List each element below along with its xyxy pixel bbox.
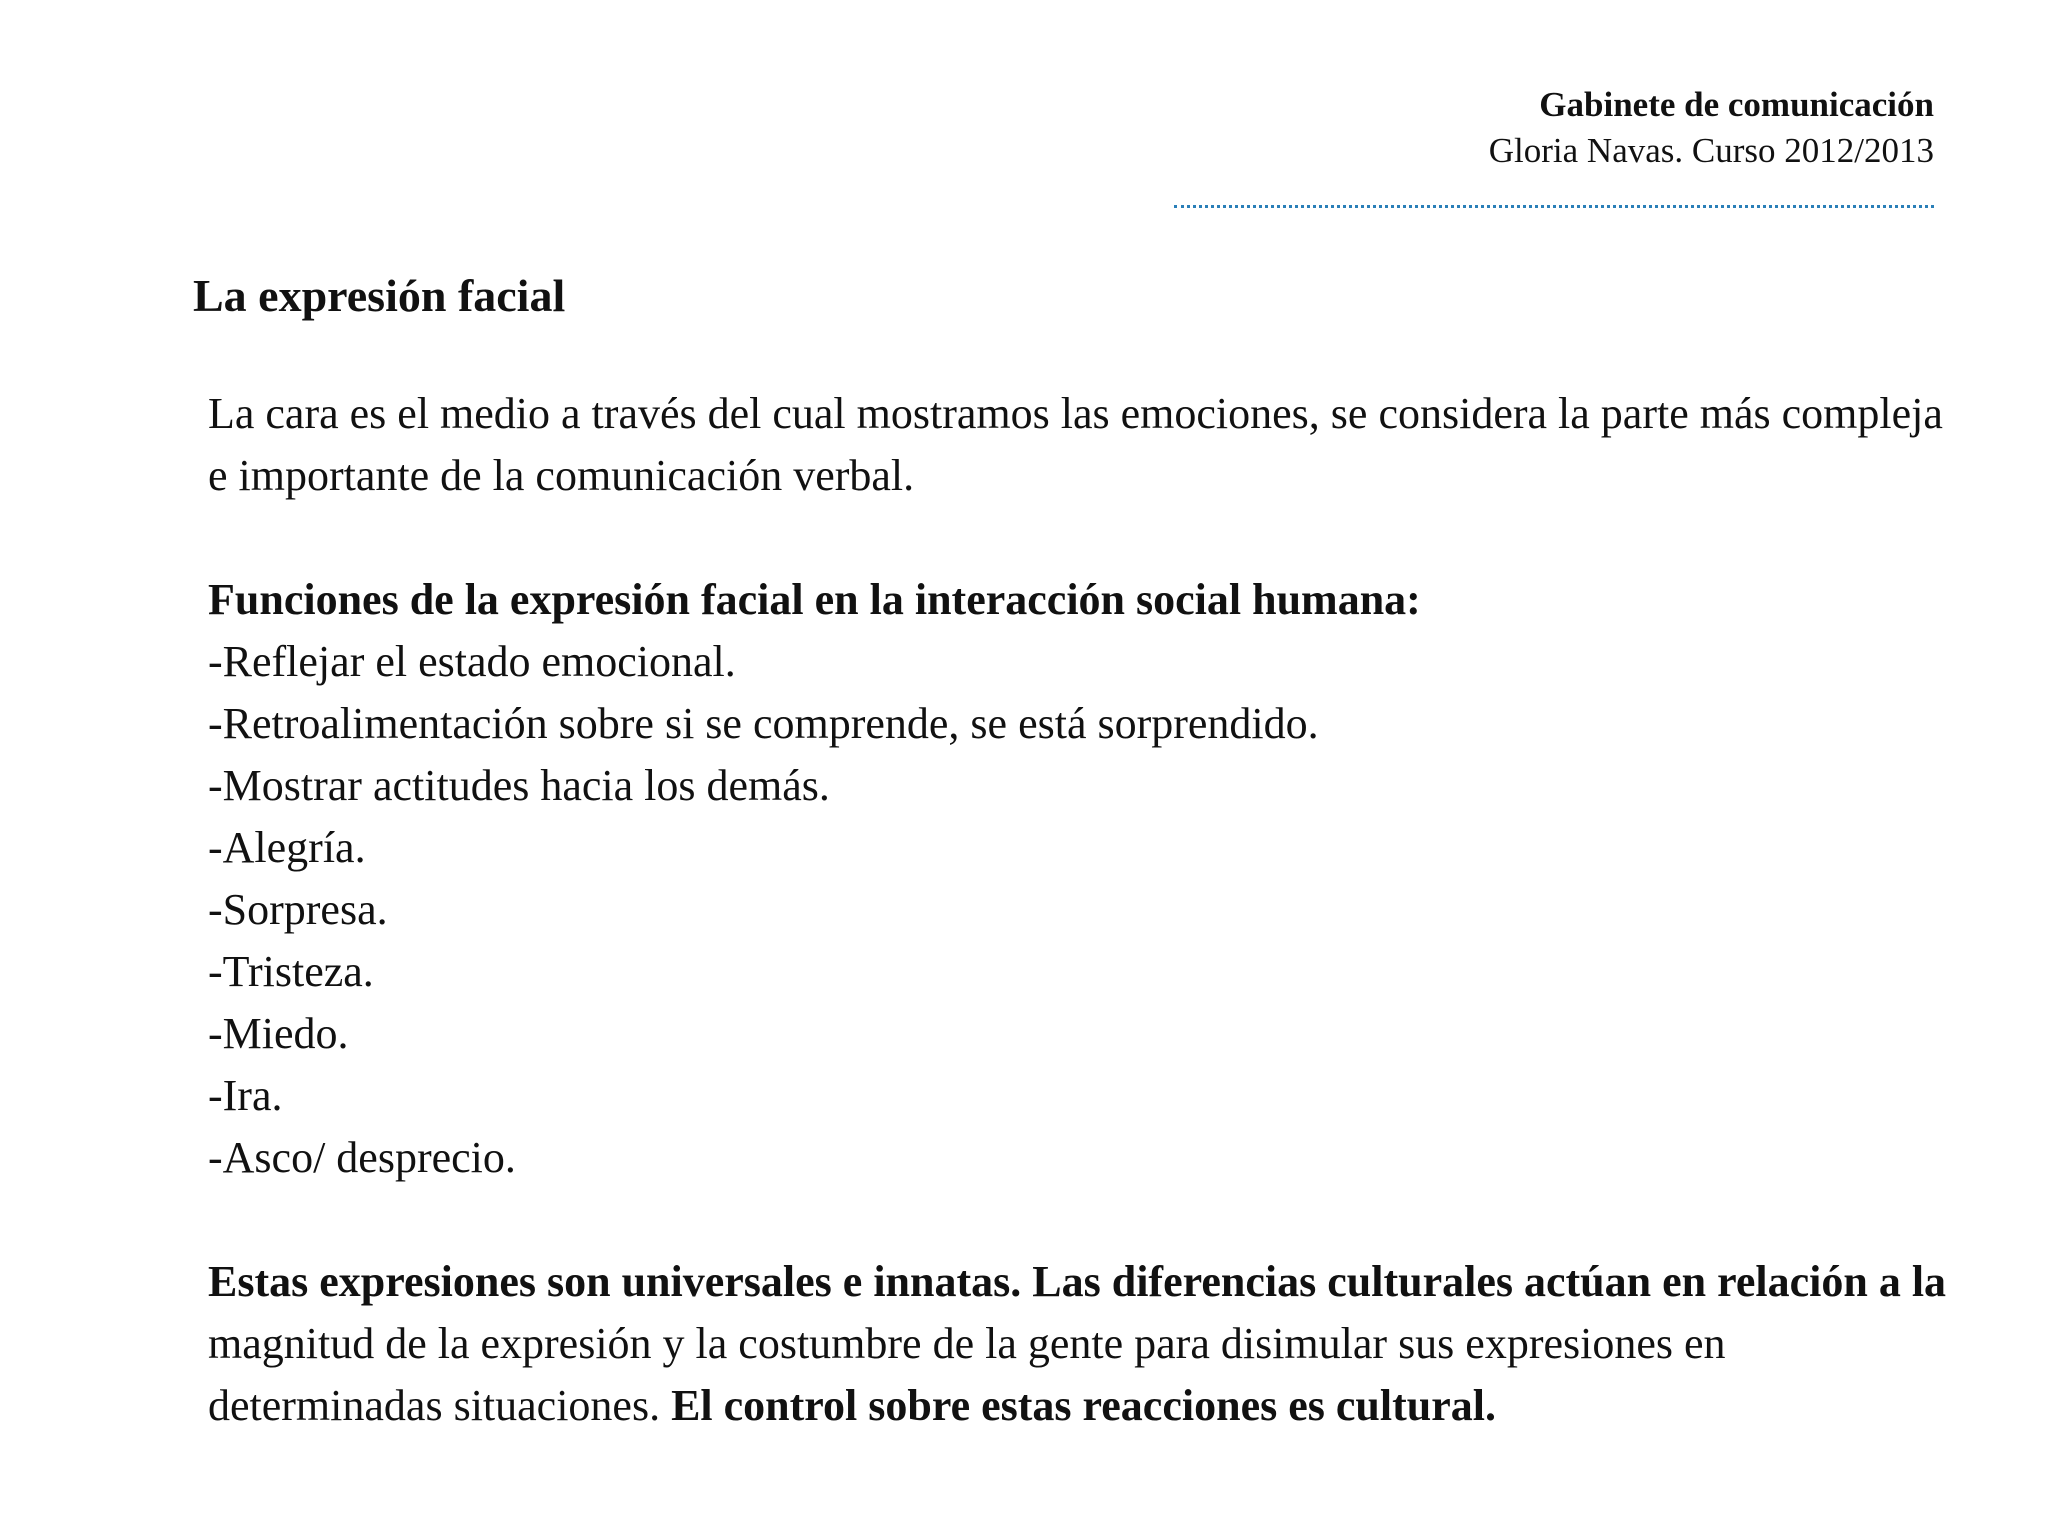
list-item: -Tristeza.	[208, 947, 374, 996]
header-subtitle: Gloria Navas. Curso 2012/2013	[1488, 131, 1934, 170]
list-item: -Ira.	[208, 1071, 283, 1120]
page-title: La expresión facial	[193, 270, 566, 321]
paragraph-spacer	[208, 507, 1948, 569]
header-organization: Gabinete de comunicación	[1539, 85, 1934, 124]
conclusion-paragraph	[208, 1251, 1948, 1437]
conclusion-bold-lead: Estas expresiones son universales e innatas. Las diferencias culturales actúan en relación a la	[208, 1257, 1947, 1306]
list-item: -Miedo.	[208, 1009, 349, 1058]
list-item: -Reflejar el estado emocional.	[208, 637, 736, 686]
list-item: -Asco/ desprecio.	[208, 1133, 516, 1182]
list-item: -Alegría.	[208, 823, 366, 872]
list-item: -Sorpresa.	[208, 885, 388, 934]
list-item: -Mostrar actitudes hacia los demás.	[208, 761, 830, 810]
paragraph-spacer	[208, 1189, 1948, 1251]
conclusion-bold-tail: El control sobre estas reacciones es cultural.	[671, 1381, 1496, 1430]
document-body	[208, 383, 1948, 1437]
page-header	[1489, 82, 1934, 174]
header-divider	[1174, 205, 1934, 208]
functions-list	[208, 631, 1948, 1189]
functions-heading: Funciones de la expresión facial en la interacción social humana:	[208, 575, 1421, 624]
list-item: -Retroalimentación sobre si se comprende, se está sorprendido.	[208, 699, 1319, 748]
intro-paragraph: La cara es el medio a través del cual mostramos las emociones, se considera la parte más compleja e importante de la comunicación verbal.	[208, 389, 1943, 500]
conclusion-regular-text: magnitud de la expresión y la costumbre de la gente para disimular sus expresiones en determinadas situaciones.	[208, 1319, 1726, 1430]
